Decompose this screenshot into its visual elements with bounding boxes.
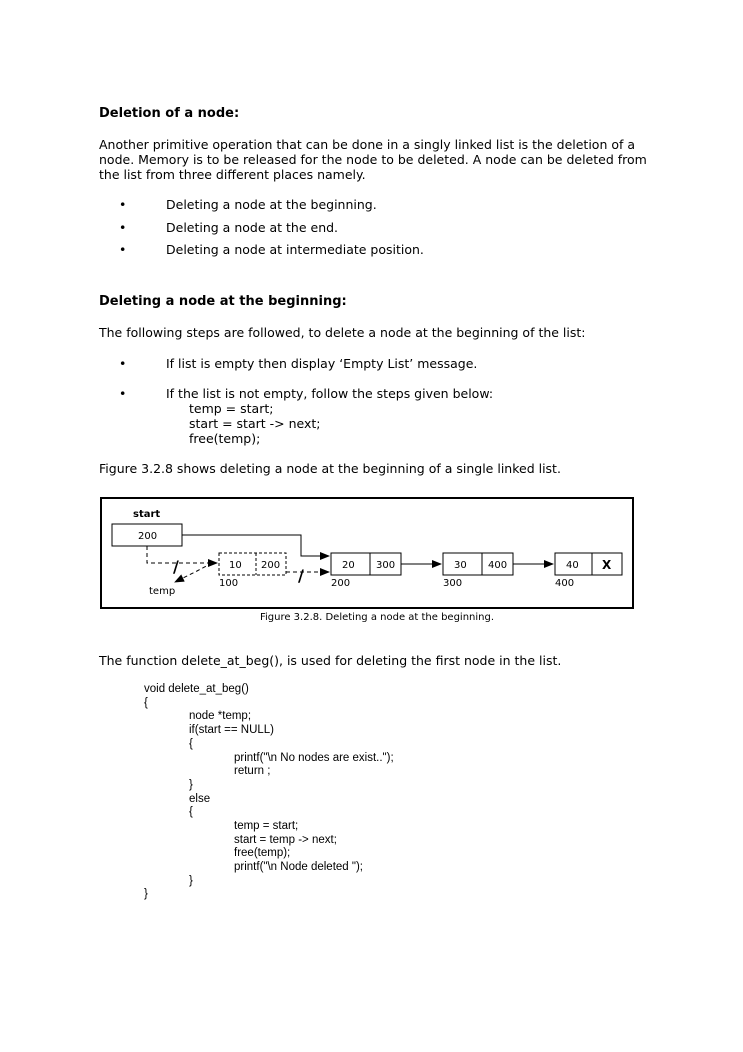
code-line: if(start == NULL) (189, 724, 274, 736)
node-address: 300 (443, 578, 463, 589)
code-line: } (144, 888, 148, 900)
section-intro: The following steps are followed, to delete a node at the beginning of the list: (99, 325, 586, 340)
node-data: 20 (342, 560, 355, 571)
node-next: 400 (488, 560, 508, 571)
figure-caption: Figure 3.2.8. Deleting a node at the beginning. (259, 612, 495, 623)
code-line: printf("\n No nodes are exist.."); (234, 752, 394, 764)
paragraph-line: node. Memory is to be released for the node to be deleted. A node can be deleted from (99, 152, 647, 167)
node-data: 40 (566, 560, 579, 571)
step-line: temp = start; (189, 401, 274, 416)
node-next: 300 (376, 560, 396, 571)
code-line: else (189, 793, 211, 805)
bullet-icon: • (119, 386, 127, 401)
node-address: 200 (331, 578, 351, 589)
section-heading-delete-beginning: Deleting a node at the beginning: (99, 294, 347, 309)
paragraph-line: the list from three different places namely. (99, 167, 366, 182)
break-slash-icon: / (298, 566, 304, 585)
function-intro: The function delete_at_beg(), is used for deleting the first node in the list. (99, 653, 562, 668)
null-marker: X (602, 558, 612, 572)
section-heading-deletion: Deletion of a node: (99, 106, 240, 121)
code-line: temp = start; (234, 820, 299, 832)
deleted-node-next: 200 (261, 560, 281, 571)
bullet-icon: • (119, 220, 127, 235)
bullet-item: If the list is not empty, follow the steps given below: (166, 386, 494, 401)
bullet-item: Deleting a node at intermediate position. (166, 242, 424, 257)
code-line: { (189, 806, 193, 818)
break-slash-icon: / (173, 557, 179, 576)
code-line: start = temp -> next; (234, 834, 337, 846)
code-line: free(temp); (234, 847, 291, 859)
code-line: node *temp; (189, 710, 252, 722)
node-data: 30 (454, 560, 467, 571)
temp-arrow (175, 563, 212, 582)
code-line: { (144, 697, 148, 709)
code-line: } (189, 779, 193, 791)
step-line: free(temp); (189, 431, 261, 446)
old-start-arrow (147, 546, 217, 563)
paragraph-line: Another primitive operation that can be done in a singly linked list is the deletion of a (99, 137, 636, 152)
code-line: { (189, 738, 193, 750)
start-label: start (133, 509, 161, 520)
code-line: return ; (234, 765, 271, 777)
code-line: } (189, 875, 193, 887)
node-address: 400 (555, 578, 575, 589)
deleted-node-data: 10 (229, 560, 242, 571)
start-value: 200 (138, 531, 158, 542)
bullet-item: Deleting a node at the beginning. (166, 197, 377, 212)
code-line: printf("\n Node deleted "); (234, 861, 363, 873)
deleted-node-address: 100 (219, 578, 239, 589)
figure-reference: Figure 3.2.8 shows deleting a node at the beginning of a single linked list. (99, 461, 561, 476)
temp-label: temp (149, 586, 176, 597)
code-line: void delete_at_beg() (144, 683, 249, 695)
bullet-icon: • (119, 242, 127, 257)
bullet-item: If list is empty then display ‘Empty List’ message. (166, 356, 478, 371)
step-line: start = start -> next; (189, 416, 321, 431)
bullet-icon: • (119, 197, 127, 212)
bullet-icon: • (119, 356, 127, 371)
bullet-item: Deleting a node at the end. (166, 220, 339, 235)
